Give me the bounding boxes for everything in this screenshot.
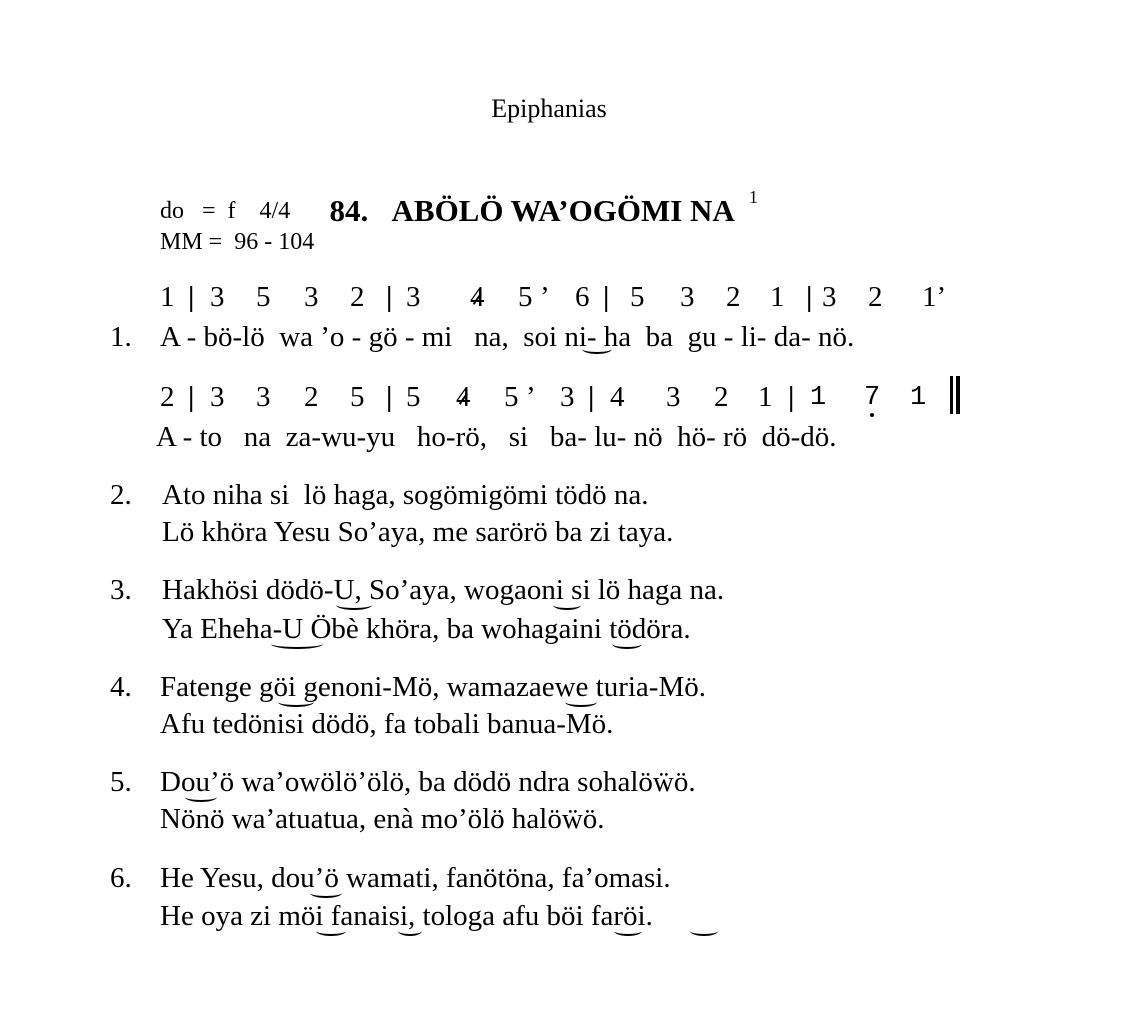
verse-2-line-1: Ato niha si lö haga, sogömigömi tödö na. [162, 479, 649, 511]
note-number: 3 [256, 381, 271, 413]
tempo-marking: MM = 96 - 104 [160, 229, 315, 255]
note-number: 6 [575, 281, 590, 313]
barline: | [588, 381, 595, 413]
note-number: 3 [406, 281, 421, 313]
verse-4-line-1: Fatenge göi genoni-Mö, wamazaewe turia-Mö. [160, 671, 706, 703]
slur-mark [278, 697, 314, 707]
verse-number: 2. [110, 479, 132, 511]
hymn-title [314, 157, 758, 229]
note-number: 3 [210, 381, 225, 413]
footnote-marker: 1 [748, 187, 758, 207]
notation-line-1 [160, 281, 980, 317]
barline: | [188, 281, 195, 313]
note-number: 1 [758, 381, 773, 413]
note-number: 2 [160, 381, 175, 413]
slur-mark [614, 926, 642, 936]
note-number: 3 [304, 281, 319, 313]
note-number: 5 [518, 281, 533, 313]
verse-6-line-1: He Yesu, dou’ö wamati, fanötöna, fa’omasi. [160, 862, 671, 894]
breath-mark: ’ [526, 381, 536, 413]
slur-mark [612, 639, 642, 649]
note-number: 4 [470, 281, 485, 313]
note-number: 5 [504, 381, 519, 413]
note-number: 2 [868, 281, 883, 313]
slur-mark [185, 792, 217, 802]
verse-number: 6. [110, 862, 132, 894]
slur-mark [582, 344, 612, 354]
verse-3-line-2: Ya Eheha-U Öbè khöra, ba wohagaini tödöra. [162, 613, 691, 645]
note-number: 5 [406, 381, 421, 413]
slur-mark [316, 926, 346, 936]
verse-3-line-1: Hakhösi dödö-U, So’aya, wogaoni si lö haga na. [162, 574, 725, 606]
verse-5-line-1: Dou’ö wa’owölö’ölö, ba dödö ndra sohalöẅö. [160, 766, 696, 798]
slur-mark [336, 600, 372, 610]
slur-mark [690, 926, 718, 936]
verse-2-line-2: Lö khöra Yesu So’aya, me sarörö ba zi taya. [162, 516, 674, 548]
verse-number: 1. [110, 321, 132, 353]
double-barline-thin [950, 376, 953, 414]
note-number: 2 [726, 281, 741, 313]
verse-5-line-2: Nönö wa’atuatua, enà mo’ölö halöẅö. [160, 803, 605, 835]
barline: | [386, 381, 393, 413]
note-number: 3 [210, 281, 225, 313]
note-number: 1 [770, 281, 785, 313]
verse-1-lyrics-line-1: A - bö-lö wa ’o - gö - mi na, soi ni- ha ba gu - li- da- nö. [160, 321, 855, 353]
note-number: 3 [560, 381, 575, 413]
season-heading: Epiphanias [491, 94, 607, 123]
verse-1-lyrics-line-2: A - to na za-wu-yu ho-rö, si ba- lu- nö hö- rö dö-dö. [156, 421, 837, 453]
note-number: 3 [680, 281, 695, 313]
note-number: 2 [714, 381, 729, 413]
verse-number: 5. [110, 766, 132, 798]
note-number: 5 [350, 381, 365, 413]
barline: | [806, 281, 813, 313]
double-barline-thick [956, 376, 960, 414]
slur-mark [271, 639, 323, 649]
note-number: 5 [256, 281, 271, 313]
note-number: 5 [630, 281, 645, 313]
slur-mark [553, 600, 581, 610]
note-number: 2 [304, 381, 319, 413]
note-number: 1’ [922, 281, 947, 313]
note-number: 2 [350, 281, 365, 313]
hymn-title-text: ABÖLÖ WA’OGÖMI NA [391, 193, 735, 228]
notation-line-2 [160, 381, 980, 417]
key-signature: do = f 4/4 [160, 198, 291, 224]
breath-mark: ’ [540, 281, 550, 313]
note-number: 1 [910, 383, 927, 413]
verse-number: 3. [110, 574, 132, 606]
verse-4-line-2: Afu tedönisi dödö, fa tobali banua-Mö. [160, 708, 614, 740]
slur-mark [310, 888, 342, 898]
note-number: 1 [810, 383, 827, 413]
hymn-number: 84. [329, 193, 369, 228]
slur-mark [398, 926, 422, 936]
barline: | [788, 381, 795, 413]
verse-6-line-2: He oya zi möi fanaisi, tologa afu böi faröi. [160, 900, 653, 932]
note-number: 3 [822, 281, 837, 313]
note-number: 3 [666, 381, 681, 413]
verse-number: 4. [110, 671, 132, 703]
note-number: 1 [160, 281, 175, 313]
note-number: 4 [610, 381, 625, 413]
note-number: 7 [864, 383, 881, 413]
note-number: 4 [456, 381, 471, 413]
barline: | [603, 281, 610, 313]
barline: | [188, 381, 195, 413]
barline: | [386, 281, 393, 313]
slur-mark [565, 697, 597, 707]
